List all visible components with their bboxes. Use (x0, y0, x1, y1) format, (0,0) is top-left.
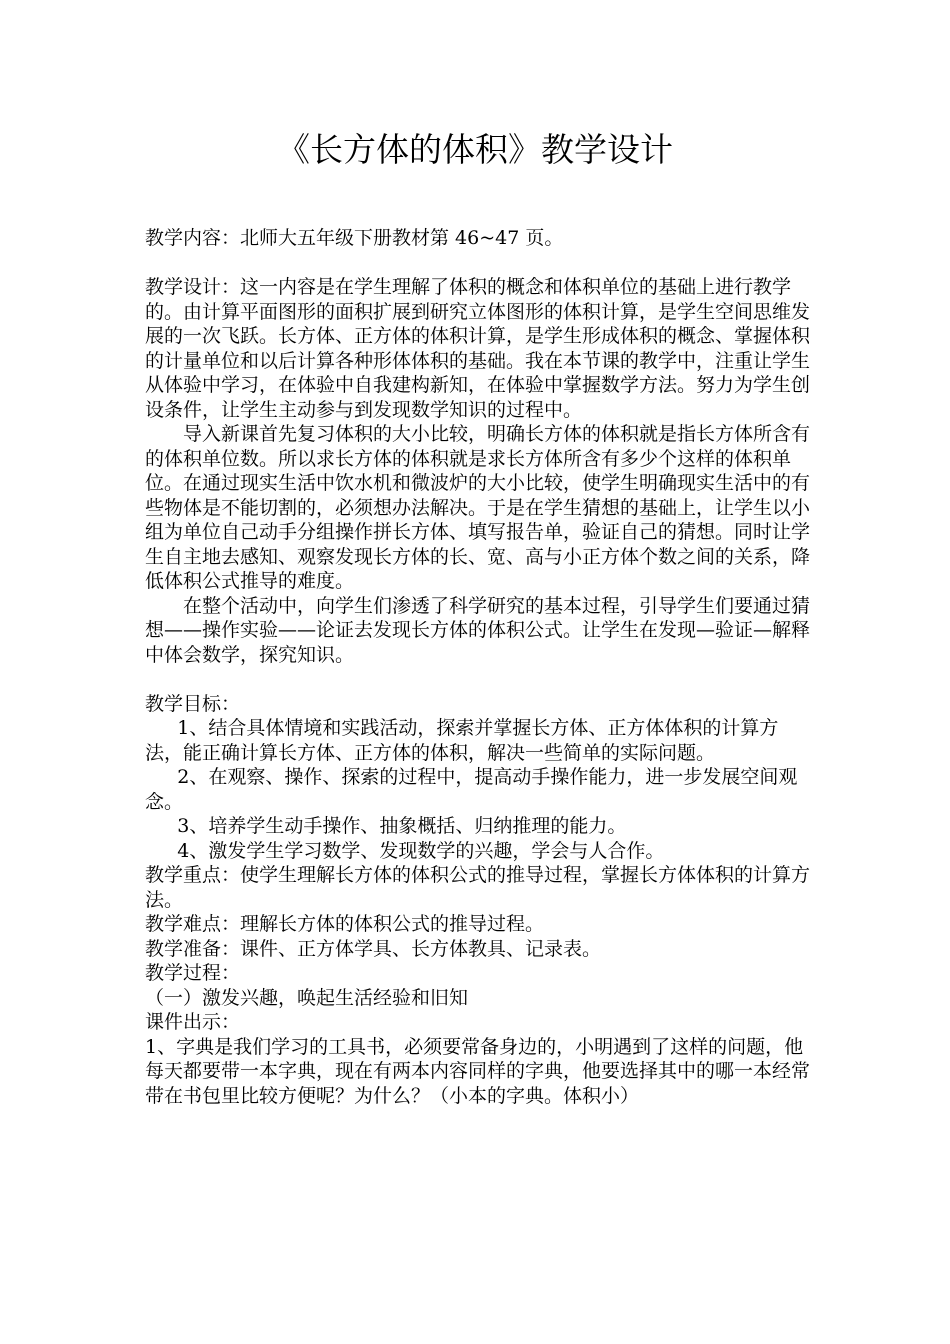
preparation: 教学准备：课件、正方体学具、长方体教具、记录表。 (145, 937, 602, 960)
design-paragraph-1: 教学设计：这一内容是在学生理解了体积的概念和体积单位的基础上进行教学的。由计算平面图形的面积扩展到研究立体图形的体积计算，是学生空间思维发展的一次飞跃。长方体、正方体的体积计算，是学生形成体积的概念、掌握体积的计量单位和以后计算各种形体体积的基础。我在本节课的教学中，注重让学生从体验中学习，在体验中自我建构新知，在体验中掌握数学方法。努力为学生创设条件，让学生主动参与到发现数学知识的过程中。 (145, 276, 811, 421)
teaching-content: 教学内容：北师大五年级下册教材第 46~47 页。 (145, 227, 564, 249)
design-paragraph-2: 导入新课首先复习体积的大小比较，明确长方体的体积就是指长方体所含有的体积单位数。所以求长方体的体积就是求长方体所含有多少个这样的体积单位。在通过现实生活中饮水机和微波炉的大小比较，使学生明确现实生活中的有些物体是不能切割的，必须想办法解决。于是在学生猜想的基础上，让学生以小组为单位自己动手分组操作拼长方体、填写报告单，验证自己的猜想。同时让学生自主地去感知、观察发现长方体的长、宽、高与小正方体个数之间的关系，降低体积公式推导的难度。 (145, 423, 811, 592)
courseware-label: 课件出示： (145, 1011, 241, 1033)
goal-item-2: 2、在观察、操作、探索的过程中，提高动手操作能力，进一步发展空间观念。 (145, 766, 798, 813)
goal-item-1: 1、结合具体情境和实践活动，探索并掌握长方体、正方体体积的计算方法，能正确计算长方体、正方体的体积，解决一些简单的实际问题。 (145, 717, 779, 764)
difficulty: 教学难点：理解长方体的体积公式的推导过程。 (145, 913, 545, 935)
key-point: 教学重点：使学生理解长方体的体积公式的推导过程，掌握长方体体积的计算方法。 (145, 864, 811, 911)
page-title: 《长方体的体积》教学设计 (277, 130, 673, 169)
goal-item-4: 4、激发学生学习数学、发现数学的兴趣，学会与人合作。 (177, 839, 665, 862)
process-heading: 教学过程： (145, 962, 241, 984)
process-item-1: 1、字典是我们学习的工具书，必须要常备身边的，小明遇到了这样的问题，他每天都要带一本字典，现在有两本内容同样的字典，他要选择其中的哪一本经常带在书包里比较方便呢？为什么？（小本的字典。体积小） (145, 1035, 811, 1107)
document-body (145, 226, 815, 1108)
goals-heading: 教学目标： (145, 692, 241, 715)
blank-line (145, 251, 815, 276)
goal-item-3: 3、培养学生动手操作、抽象概括、归纳推理的能力。 (177, 815, 627, 837)
process-section-1: （一）激发兴趣，唤起生活经验和旧知 (145, 986, 469, 1009)
blank-line (145, 667, 815, 692)
design-paragraph-3: 在整个活动中，向学生们渗透了科学研究的基本过程，引导学生们要通过猜想——操作实验——论证去发现长方体的体积公式。让学生在发现—验证—解释中体会数学，探究知识。 (145, 594, 811, 666)
